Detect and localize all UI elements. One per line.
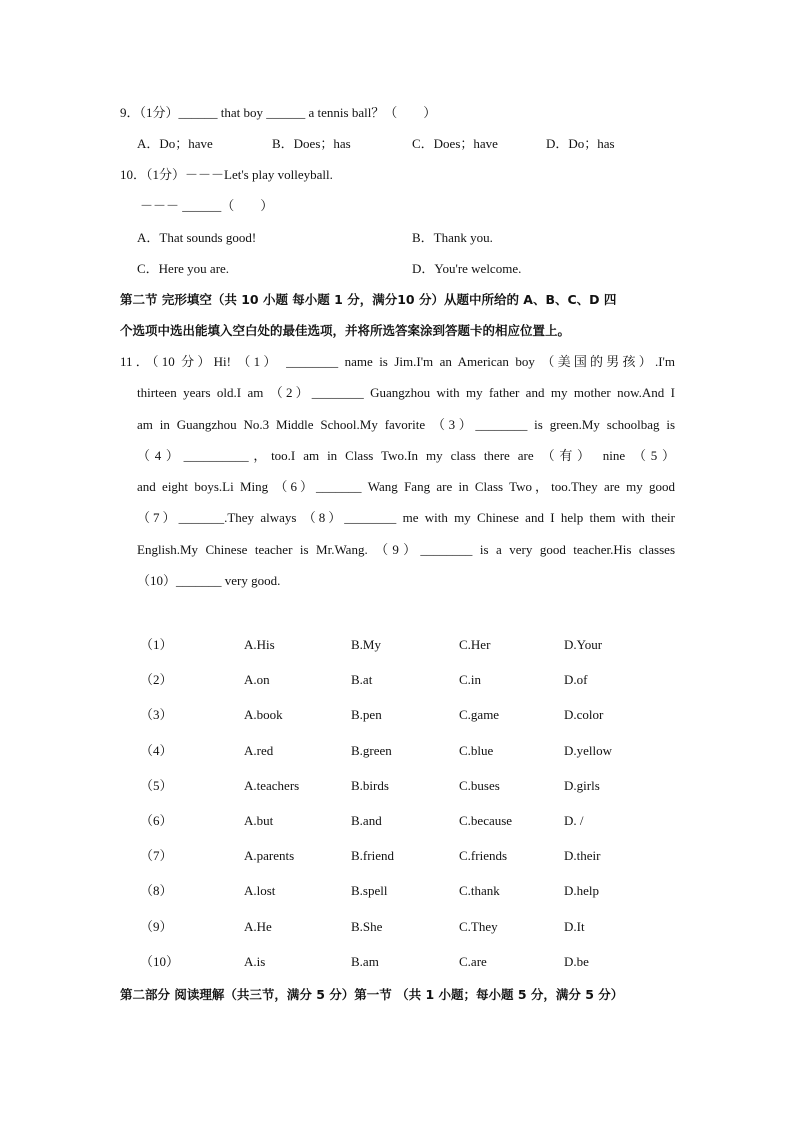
option-a: A.red <box>244 743 274 758</box>
option-d: D.Your <box>564 637 603 652</box>
option-d: D.It <box>564 919 585 934</box>
part-2-heading: 第二部分 阅读理解（共三节，满分 5 分）第一节 （共 1 小题；每小题 5 分，满分 5 分） <box>120 987 624 1002</box>
option-d: D.help <box>564 883 600 898</box>
q9-option-c: C．Does；have <box>412 136 498 151</box>
blank-number: （1） <box>140 637 173 652</box>
cloze-passage-line: 11．（10 分）Hi! （1） ________ name is Jim.I'm an American boy （美国的男孩）.I'm <box>120 354 675 369</box>
option-b: B.at <box>351 672 373 687</box>
blank-number: （10） <box>140 954 180 969</box>
option-b: B.pen <box>351 707 382 722</box>
cloze-passage-line: （4）__________，too.I am in Class Two.In my class there are （有） nine （5） <box>137 448 675 463</box>
cloze-passage-line: am in Guangzhou No.3 Middle School.My favorite （3）________ is green.My schoolbag is <box>137 417 675 432</box>
option-c: C.because <box>459 813 513 828</box>
cloze-passage-line: and eight boys.Li Ming （6）_______ Wang Fang are in Class Two，too.They are my good <box>137 479 675 494</box>
option-c: C.game <box>459 707 500 722</box>
cloze-passage-line: （7）_______.They always （8）________ me with my Chinese and I help them with their <box>137 510 675 525</box>
q9-option-b: B．Does；has <box>272 136 351 151</box>
option-b: B.and <box>351 813 382 828</box>
option-a: A.lost <box>244 883 276 898</box>
option-c: C.friends <box>459 848 508 863</box>
option-b: B.birds <box>351 778 389 793</box>
option-d: D.color <box>564 707 604 722</box>
blank-number: （9） <box>140 919 173 934</box>
option-a: A.His <box>244 637 275 652</box>
q10-option-b: B．Thank you. <box>412 230 493 245</box>
option-c: C.are <box>459 954 487 969</box>
blank-number: （8） <box>140 883 173 898</box>
blank-number: （3） <box>140 707 173 722</box>
blank-number: （7） <box>140 848 173 863</box>
q9-option-d: D．Do；has <box>546 136 615 151</box>
q10-option-a: A．That sounds good! <box>137 230 257 245</box>
option-a: A.book <box>244 707 283 722</box>
option-d: D.girls <box>564 778 600 793</box>
blank-number: （2） <box>140 672 173 687</box>
blank-number: （4） <box>140 743 173 758</box>
blank-number: （5） <box>140 778 173 793</box>
q9-option-a: A．Do；have <box>137 136 213 151</box>
option-c: C.buses <box>459 778 500 793</box>
option-b: B.She <box>351 919 383 934</box>
option-d: D. / <box>564 813 584 828</box>
option-d: D.of <box>564 672 588 687</box>
option-c: C.in <box>459 672 482 687</box>
option-a: A.parents <box>244 848 295 863</box>
option-a: A.but <box>244 813 274 828</box>
cloze-passage-line: thirteen years old.I am （2）________ Guangzhou with my father and my mother now.And I <box>137 385 675 400</box>
cloze-passage-line: English.My Chinese teacher is Mr.Wang. （9）________ is a very good teacher.His classes <box>137 542 675 557</box>
option-a: A.is <box>244 954 266 969</box>
option-b: B.friend <box>351 848 394 863</box>
option-a: A.on <box>244 672 270 687</box>
option-b: B.am <box>351 954 379 969</box>
option-c: C.They <box>459 919 498 934</box>
option-c: C.Her <box>459 637 491 652</box>
option-b: B.spell <box>351 883 388 898</box>
question-10-reply: －－－ ______（ ） <box>140 198 274 213</box>
option-b: B.green <box>351 743 392 758</box>
q10-option-d: D．You're welcome. <box>412 261 522 276</box>
q10-option-c: C．Here you are. <box>137 261 230 276</box>
question-9-stem: 9．（1分）______ that boy ______ a tennis ball？（ ） <box>120 105 437 120</box>
option-c: C.blue <box>459 743 494 758</box>
cloze-passage-line: （10）_______ very good. <box>137 573 281 588</box>
blank-number: （6） <box>140 813 173 828</box>
section-2-instructions-line-1: 第二节 完形填空（共 10 小题 每小题 1 分，满分10 分）从题中所给的 A、B、C、D 四 <box>120 292 617 307</box>
option-c: C.thank <box>459 883 500 898</box>
option-a: A.He <box>244 919 272 934</box>
option-a: A.teachers <box>244 778 300 793</box>
section-2-instructions-line-2: 个选项中选出能填入空白处的最佳选项，并将所选答案涂到答题卡的相应位置上。 <box>120 323 571 338</box>
option-d: D.be <box>564 954 589 969</box>
option-d: D.their <box>564 848 601 863</box>
option-b: B.My <box>351 637 381 652</box>
option-d: D.yellow <box>564 743 613 758</box>
question-10-stem: 10．（1分）－－－Let's play volleyball. <box>120 167 333 182</box>
